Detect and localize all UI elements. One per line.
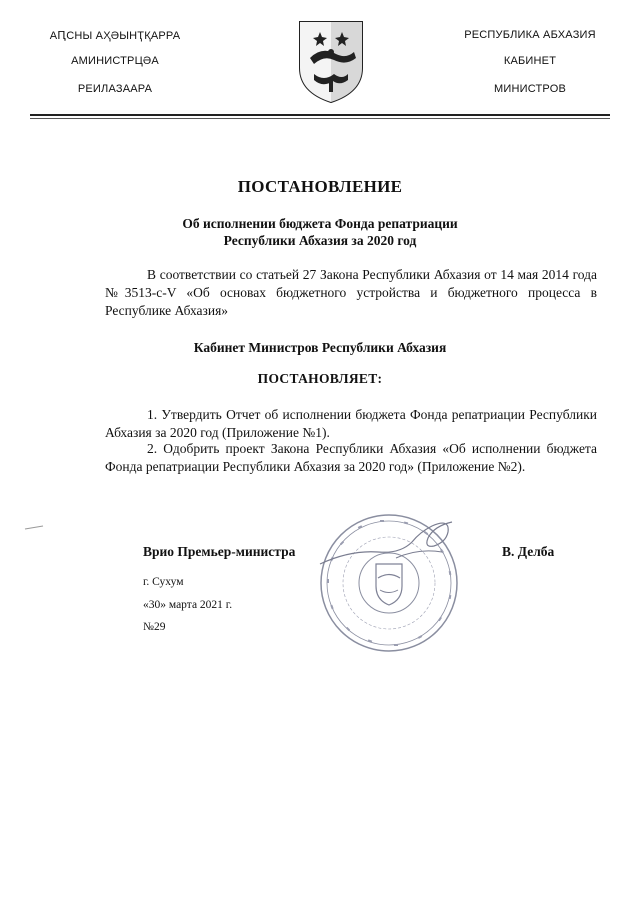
header-left-line-1: АԤСНЫ АҲӘЫНҬҚАРРА — [49, 30, 181, 42]
document-subtitle-line-2: Республики Абхазия за 2020 год — [223, 233, 417, 248]
document-title: ПОСТАНОВЛЕНИЕ — [237, 177, 403, 196]
issuer-heading: Кабинет Министров Республики Абхазия — [193, 340, 447, 355]
header-right-line-1: РЕСПУБЛИКА АБХАЗИЯ — [464, 29, 596, 41]
signatory-name: В. Делба — [502, 544, 555, 559]
decree-item-1: 1. Утвердить Отчет об исполнении бюджета Фонда репатриации Республики Абхазия за 2020 год (Приложение №1). — [105, 407, 597, 440]
header-right-line-2: КАБИНЕТ — [503, 55, 557, 67]
header-divider-thin — [30, 118, 610, 119]
document-number: №29 — [143, 621, 166, 633]
document-date: «30» марта 2021 г. — [143, 599, 233, 611]
header-left-line-3: РЕИЛАЗААРА — [77, 83, 153, 95]
preamble-paragraph: В соответствии со статьей 27 Закона Республики Абхазия от 14 мая 2014 года №3513-с-V «Об основах бюджетного устройства и бюджетного процесса в Республике Абхазия» — [105, 267, 597, 318]
header-right-line-3: МИНИСТРОВ — [493, 83, 566, 95]
header-divider-thick — [30, 114, 610, 116]
document-city: г. Сухум — [143, 576, 184, 588]
state-emblem-icon — [296, 18, 366, 104]
decree-heading: ПОСТАНОВЛЯЕТ: — [257, 371, 383, 386]
signatory-position: Врио Премьер-министра — [143, 544, 296, 559]
decree-item-2: 2. Одобрить проект Закона Республики Абхазия «Об исполнении бюджета Фонда репатриации Республики Абхазия за 2020 год» (Приложение №2). — [105, 441, 597, 474]
handwritten-signature — [300, 512, 470, 572]
document-subtitle-line-1: Об исполнении бюджета Фонда репатриации — [182, 216, 458, 231]
header-left-line-2: АМИНИСТРЦӘА — [71, 55, 159, 67]
scan-mark — [24, 525, 44, 531]
